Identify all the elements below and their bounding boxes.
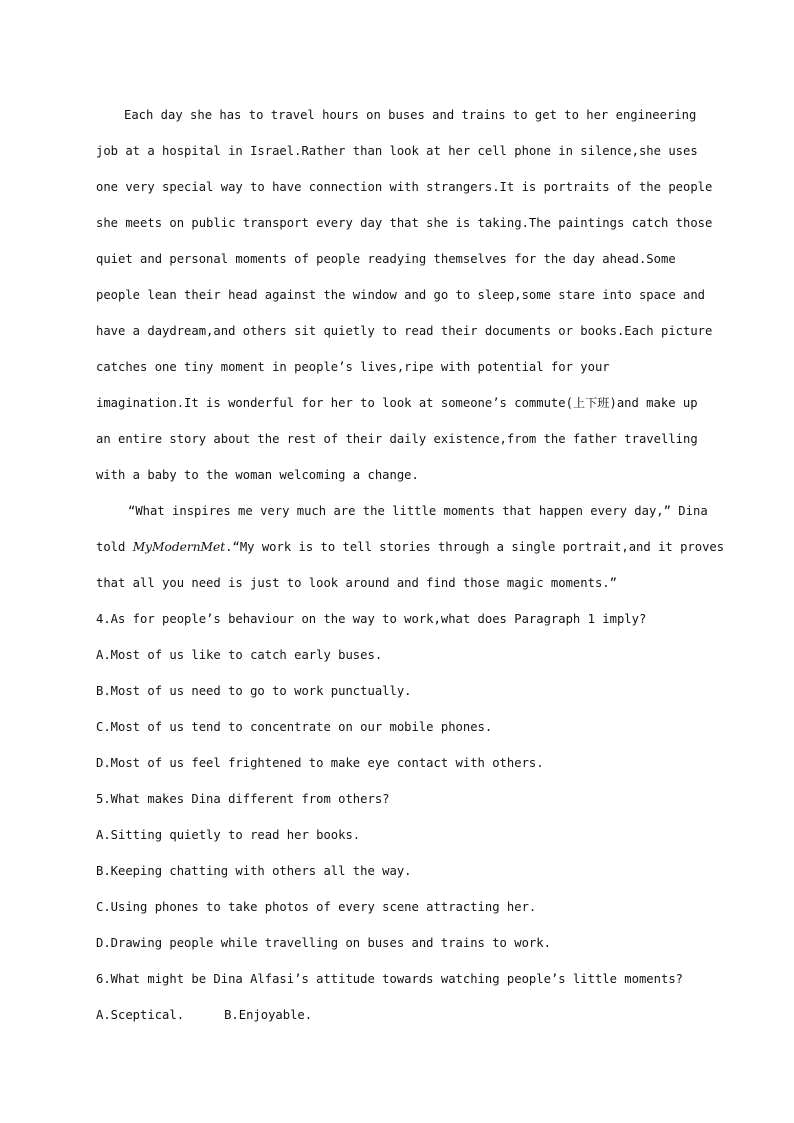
passage-line: quiet and personal moments of people readying themselves for the day ahead.Some — [96, 252, 676, 266]
option-a: A.Sitting quietly to read her books. — [96, 828, 361, 842]
option-b: B.Enjoyable. — [224, 1008, 313, 1022]
question-stem: 4.As for people’s behaviour on the way to work,what does Paragraph 1 imply? — [96, 612, 647, 626]
passage-text: .“My work is to tell stories through a single portrait,and it proves — [225, 540, 725, 554]
passage-line — [96, 539, 725, 555]
passage-line — [96, 395, 696, 411]
passage-line: an entire story about the rest of their daily existence,from the father travelling — [96, 432, 698, 446]
option-a: A.Most of us like to catch early buses. — [96, 648, 383, 662]
passage-line: job at a hospital in Israel.Rather than look at her cell phone in silence,she uses — [96, 144, 698, 158]
question-stem: 5.What makes Dina different from others? — [96, 792, 390, 806]
passage-line: Each day she has to travel hours on buses and trains to get to her engineering — [124, 108, 697, 122]
option-a: A.Sceptical. — [96, 1008, 185, 1022]
option-c: C.Using phones to take photos of every scene attracting her. — [96, 900, 537, 914]
chinese-gloss: 上下班 — [572, 396, 610, 410]
passage-text: imagination.It is wonderful for her to look at someone’s commute( — [96, 396, 573, 410]
passage-line: have a daydream,and others sit quietly to read their documents or books.Each picture — [96, 324, 713, 338]
passage-line: that all you need is just to look around and find those magic moments.” — [96, 576, 617, 590]
passage-line: with a baby to the woman welcoming a change. — [96, 468, 419, 482]
options-row — [96, 1007, 696, 1023]
option-b: B.Keeping chatting with others all the way. — [96, 864, 412, 878]
option-d: D.Drawing people while travelling on buses and trains to work. — [96, 936, 551, 950]
passage-line: one very special way to have connection with strangers.It is portraits of the people — [96, 180, 713, 194]
passage-line: catches one tiny moment in people’s lives,ripe with potential for your — [96, 360, 610, 374]
passage-text: )and make up — [609, 396, 698, 410]
option-d: D.Most of us feel frightened to make eye contact with others. — [96, 756, 544, 770]
passage-line: people lean their head against the window and go to sleep,some stare into space and — [96, 288, 706, 302]
source-name: MyModernMet — [132, 540, 226, 554]
passage-text: told — [96, 540, 133, 554]
option-b: B.Most of us need to go to work punctually. — [96, 684, 412, 698]
passage-line: she meets on public transport every day that she is taking.The paintings catch those — [96, 216, 713, 230]
passage-line: “What inspires me very much are the little moments that happen every day,” Dina — [128, 504, 708, 518]
option-c: C.Most of us tend to concentrate on our mobile phones. — [96, 720, 493, 734]
question-stem: 6.What might be Dina Alfasi’s attitude towards watching people’s little moments? — [96, 972, 683, 986]
